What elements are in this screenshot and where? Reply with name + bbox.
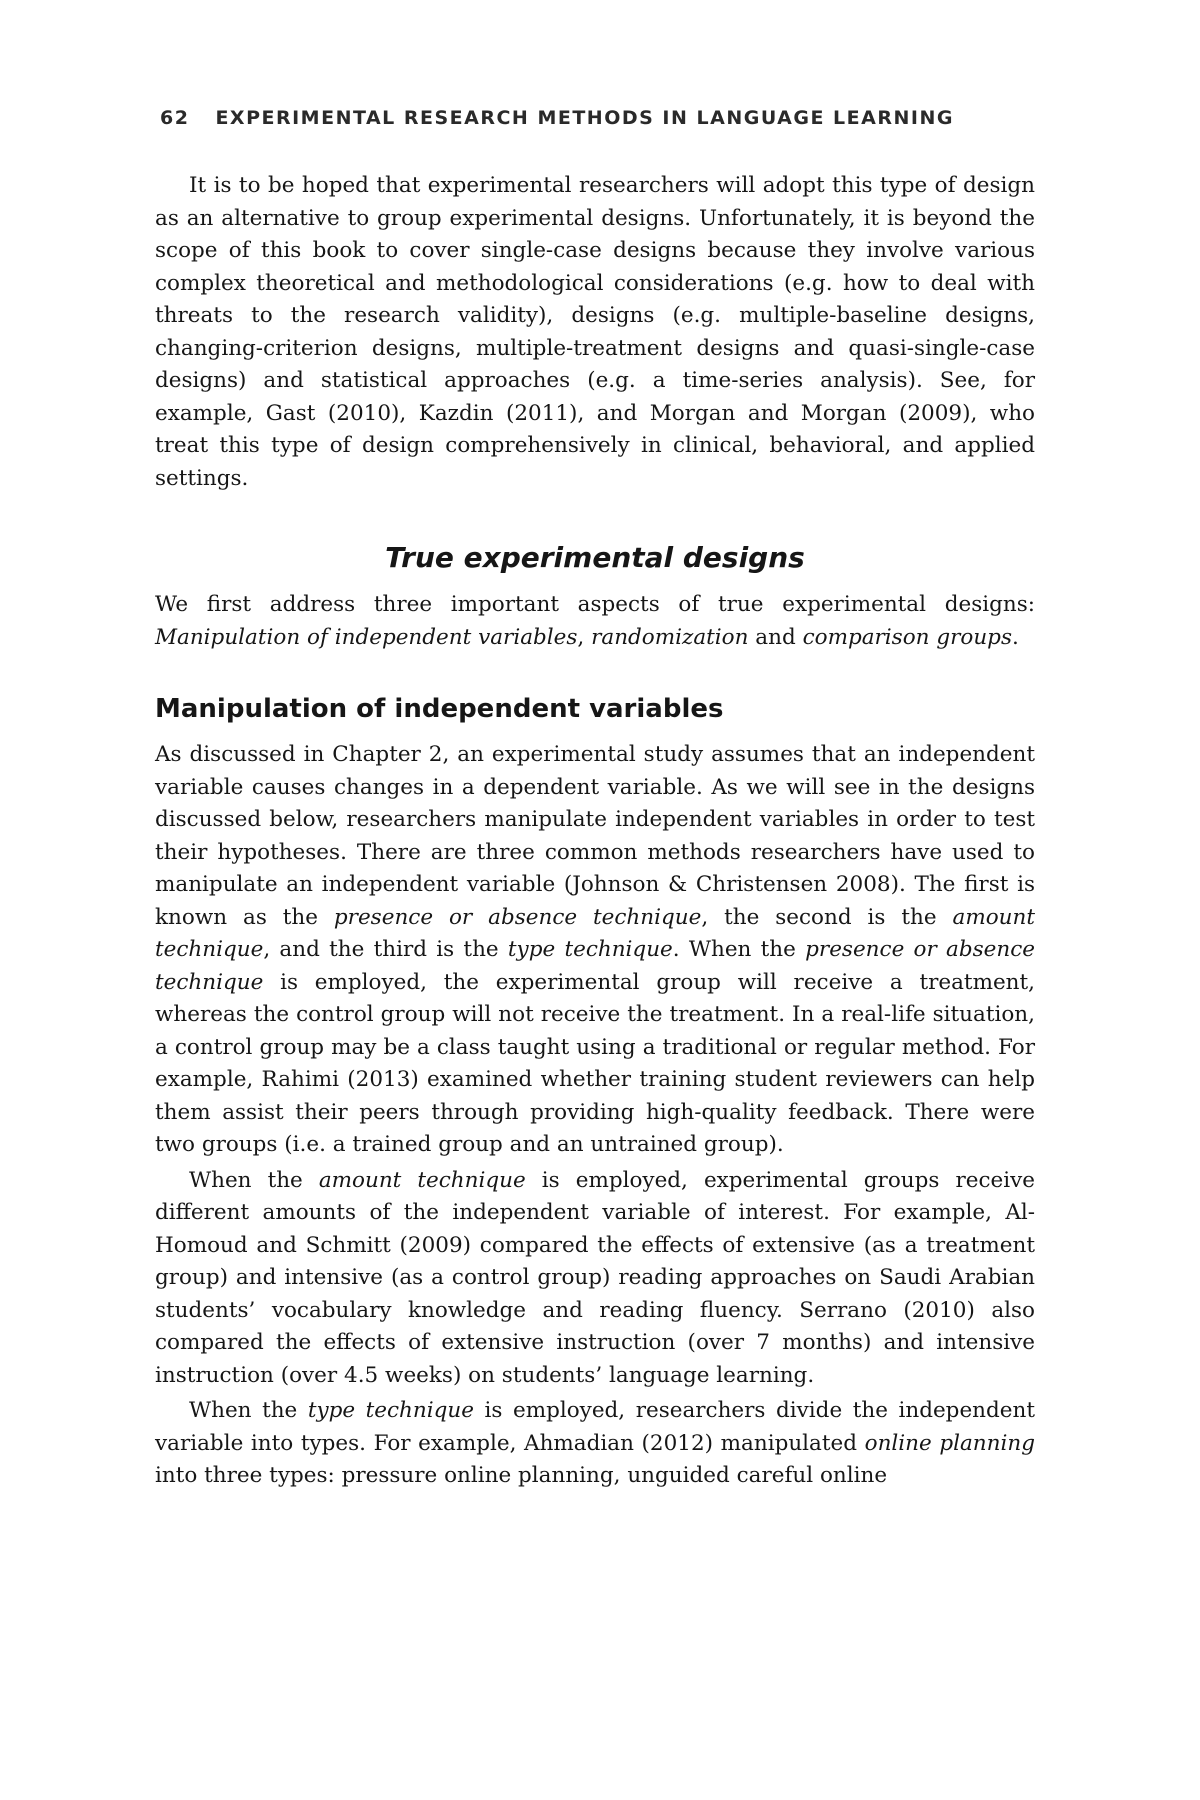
section-heading: True experimental designs bbox=[385, 541, 805, 574]
amount-technique-paragraph bbox=[155, 1165, 1035, 1393]
italic-term: type technique bbox=[507, 937, 673, 962]
manipulation-paragraph bbox=[155, 739, 1035, 1162]
text-run: As discussed in Chapter 2, an experimental study assumes that an independent variable causes changes in a dependent variable. As we will see in the designs discussed below, researchers manipulate independent variables in order to test their hypotheses. There are three common methods researchers have used to manipulate an independent variable (Johnson & Christensen 2008). The first is known as the bbox=[155, 742, 1035, 930]
term-manipulation: Manipulation of independent variables bbox=[155, 624, 578, 650]
running-header bbox=[160, 107, 954, 129]
italic-term: online planning bbox=[864, 1430, 1035, 1456]
text-run: is employed, the experimental group will receive a treatment, whereas the control group will not receive the treatment. In a real-life situation, a control group may be a class taught using a traditional or regular method. For example, Rahimi (2013) examined whether training student reviewers can help them assist their peers through providing high-quality feedback. There were two groups (i.e. a trained group and an untrained group). bbox=[155, 969, 1035, 1157]
italic-term: amount technique bbox=[155, 904, 1035, 962]
section-intro-lead: We first address three important aspects of true experimental designs: bbox=[155, 592, 1035, 617]
term-randomization: randomization bbox=[591, 624, 749, 650]
italic-term: presence or absence technique bbox=[155, 937, 1035, 995]
subsection-heading: Manipulation of independent variables bbox=[155, 694, 724, 724]
term-comparison-groups: comparison groups bbox=[802, 624, 1012, 650]
section-intro-paragraph bbox=[155, 589, 1035, 654]
intro-paragraph: It is to be hoped that experimental researchers will adopt this type of design as an alternative to group experimental designs. Unfortunately, it is beyond the scope of this book to cover single-case designs because they involve various complex theoretical and methodological considerations (e.g. how to deal with threats to the research validity), designs (e.g. multiple-baseline designs, changing-criterion designs, multiple-treatment designs and quasi-single-case designs) and statistical approaches (e.g. a time-series analysis). See, for example, Gast (2010), Kazdin (2011), and Morgan and Morgan (2009), who treat this type of design comprehensively in clinical, behavioral, and applied settings. bbox=[155, 173, 1035, 491]
text-run: is employed, experimental groups receive different amounts of the independent variable of interest. For example, Al-Homoud and Schmitt (2009) compared the effects of extensive (as a treatment group) and intensive (as a control group) reading approaches on Saudi Arabian students’ vocabulary knowledge and reading fluency. Serrano (2010) also compared the effects of extensive instruction (over 7 months) and intensive instruction (over 4.5 weeks) on students’ language learning. bbox=[155, 1167, 1035, 1388]
type-technique-paragraph bbox=[155, 1395, 1035, 1493]
section-intro-and: and bbox=[748, 624, 803, 650]
text-run: When the bbox=[189, 1398, 308, 1423]
italic-term: amount technique bbox=[318, 1167, 526, 1193]
text-run: is employed, researchers divide the independent variable into types. For example, Ahmadian (2012) manipulated bbox=[155, 1398, 1035, 1456]
italic-term: type technique bbox=[307, 1398, 474, 1423]
text-run: When the bbox=[189, 1167, 319, 1193]
text-run: into three types: pressure online planning, unguided careful online bbox=[155, 1463, 888, 1488]
running-title: EXPERIMENTAL RESEARCH METHODS IN LANGUAGE LEARNING bbox=[215, 107, 954, 129]
text-run: , and the third is the bbox=[263, 937, 508, 962]
italic-term: presence or absence technique bbox=[333, 904, 702, 930]
text-run: , the second is the bbox=[701, 904, 953, 930]
section-intro-sep: , bbox=[577, 624, 592, 650]
text-run: . When the bbox=[672, 937, 806, 962]
section-intro-end: . bbox=[1011, 624, 1019, 650]
body-text bbox=[155, 170, 1035, 1493]
page-number: 62 bbox=[160, 107, 190, 129]
